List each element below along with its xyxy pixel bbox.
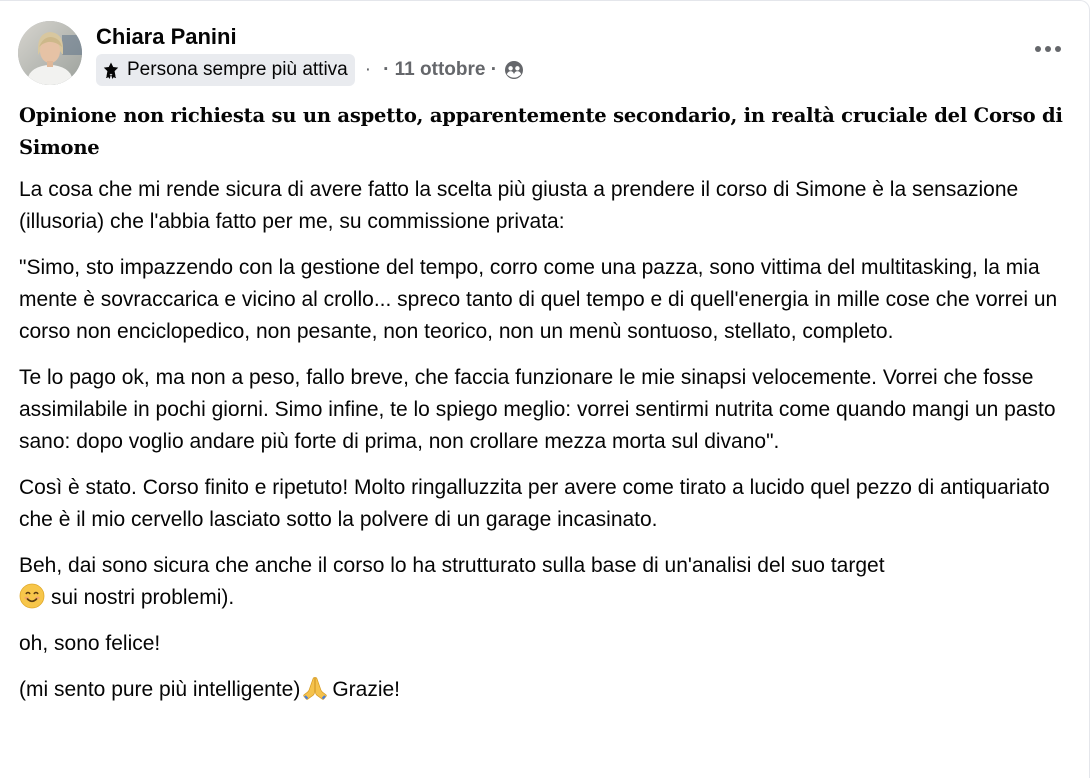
post-body xyxy=(19,174,1074,720)
post-meta xyxy=(96,54,524,86)
post-paragraph-7 xyxy=(19,674,1074,706)
more-options-icon xyxy=(1034,45,1062,53)
more-options-button[interactable] xyxy=(1030,35,1066,63)
post-paragraph-2: "Simo, sto impazzendo con la gestione del tempo, corro come una pazza, sono vittima del multitasking, la mia mente è sovraccarica e vicino al crollo... spreco tanto di quel tempo e di quell'energia in mille cose che vorrei un corso non enciclopedico, non pesante, non teorico, non un menù sontuoso, stellato, completo. xyxy=(19,256,1058,343)
avatar[interactable] xyxy=(18,21,82,85)
folded-hands-emoji xyxy=(302,675,328,701)
post-header xyxy=(0,1,1090,97)
post-paragraph-3: Te lo pago ok, ma non a peso, fallo breve, che faccia funzionare le mie sinapsi velocemente. Vorrei che fosse assimilabile in pochi giorni. Simo infine, te lo spiego meglio: vorrei sentirmi nutrita come quando mangi un pasto sano: dopo voglio andare più forte di prima, non crollare mezza morta sul divano". xyxy=(19,366,1056,453)
post-date[interactable]: · 11 ottobre · xyxy=(383,59,498,80)
paragraph-5-text-end: sui nostri problemi). xyxy=(51,586,235,609)
star-badge-icon xyxy=(102,61,120,79)
community-badge[interactable] xyxy=(96,54,355,86)
avatar-photo xyxy=(18,21,82,85)
post-paragraph-1: La cosa che mi rende sicura di avere fatto la scelta più giusta a prendere il corso di Simone è la sensazione (illusoria) che l'abbia fatto per me, su commissione privata: xyxy=(19,178,1019,233)
post-paragraph-4: Così è stato. Corso finito e ripetuto! Molto ringalluzzita per avere come tirato a lucido quel pezzo di antiquariato che è il mio cervello lasciato sotto la polvere di un garage incasinato. xyxy=(19,476,1050,531)
author-name[interactable]: Chiara Panini xyxy=(96,24,237,49)
smiling-face-emoji xyxy=(19,583,45,609)
friends-audience-icon[interactable] xyxy=(504,60,524,80)
post-title: Opinione non richiesta su un aspetto, apparentemente secondario, in realtà cruciale del Corso di Simone xyxy=(19,104,1063,159)
paragraph-7-text-end: Grazie! xyxy=(332,678,401,701)
badge-label: Persona sempre più attiva xyxy=(127,59,348,80)
meta-separator: · xyxy=(364,59,372,80)
post-paragraph-5 xyxy=(19,550,1074,614)
paragraph-7-text-start: (mi sento pure più intelligente) xyxy=(19,678,301,701)
paragraph-5-text-start: Beh, dai sono sicura che anche il corso lo ha strutturato sulla base di un'analisi del suo target xyxy=(19,554,885,577)
post-paragraph-6: oh, sono felice! xyxy=(19,632,161,655)
